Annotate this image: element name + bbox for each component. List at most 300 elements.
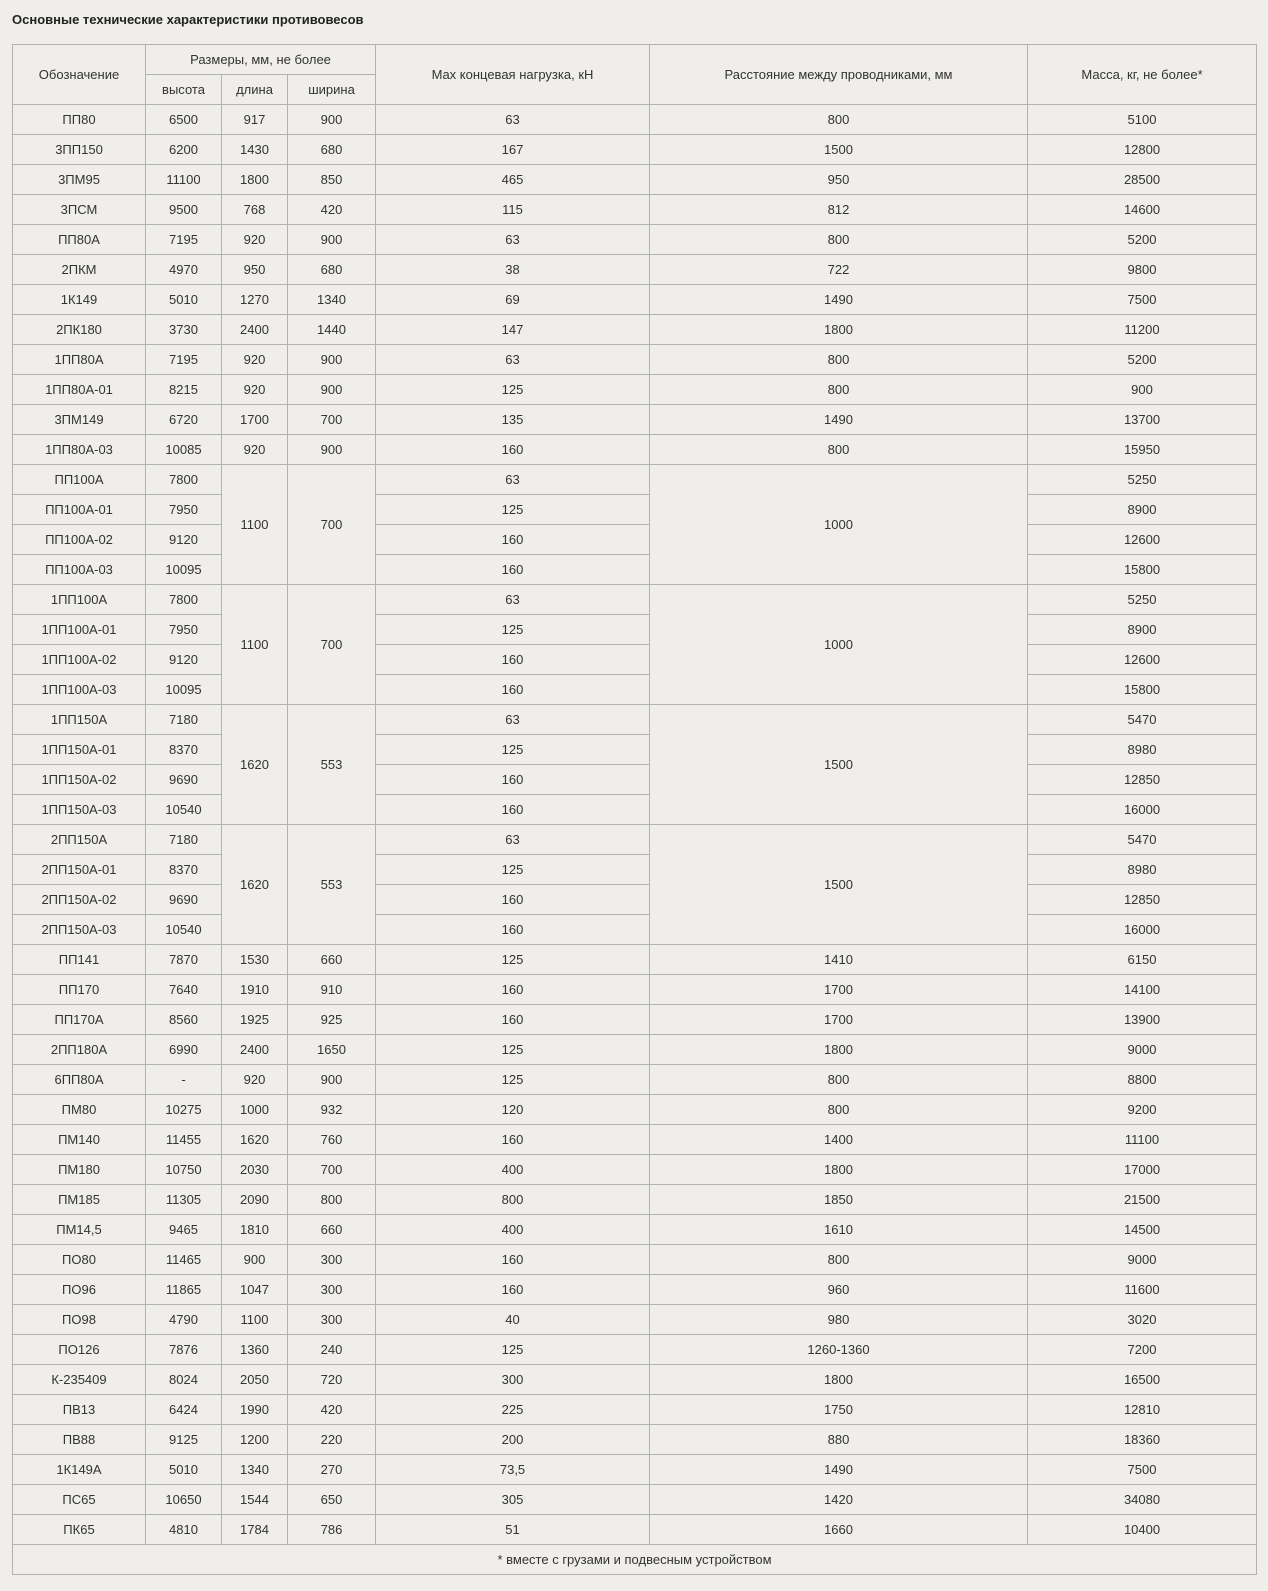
cell-mass: 9200	[1028, 1095, 1257, 1125]
cell-designation: ПМ180	[13, 1155, 146, 1185]
cell-width: 553	[288, 705, 376, 825]
cell-length: 1047	[222, 1275, 288, 1305]
cell-height: 11305	[146, 1185, 222, 1215]
cell-mass: 11600	[1028, 1275, 1257, 1305]
table-row	[13, 1095, 1257, 1125]
cell-height: 8215	[146, 375, 222, 405]
cell-mass: 8980	[1028, 855, 1257, 885]
cell-height: 5010	[146, 285, 222, 315]
cell-designation: ПО80	[13, 1245, 146, 1275]
cell-mass: 18360	[1028, 1425, 1257, 1455]
cell-designation: 1ПП100А	[13, 585, 146, 615]
cell-height: 7195	[146, 225, 222, 255]
cell-width: 760	[288, 1125, 376, 1155]
table-row	[13, 795, 1257, 825]
cell-length: 1100	[222, 585, 288, 705]
cell-mass: 5200	[1028, 345, 1257, 375]
cell-mass: 5470	[1028, 825, 1257, 855]
cell-height: 10275	[146, 1095, 222, 1125]
cell-mass: 12800	[1028, 135, 1257, 165]
cell-mass: 13700	[1028, 405, 1257, 435]
cell-height: 4790	[146, 1305, 222, 1335]
cell-distance: 800	[650, 375, 1028, 405]
cell-width: 1340	[288, 285, 376, 315]
cell-designation: ПО126	[13, 1335, 146, 1365]
cell-height: 4970	[146, 255, 222, 285]
cell-width: 700	[288, 405, 376, 435]
cell-max-load: 120	[376, 1095, 650, 1125]
cell-max-load: 125	[376, 735, 650, 765]
cell-distance: 1500	[650, 705, 1028, 825]
cell-height: 7800	[146, 585, 222, 615]
cell-designation: 1ПП100А-01	[13, 615, 146, 645]
cell-mass: 5250	[1028, 585, 1257, 615]
cell-width: 1440	[288, 315, 376, 345]
cell-designation: 1К149	[13, 285, 146, 315]
cell-max-load: 63	[376, 825, 650, 855]
cell-width: 700	[288, 585, 376, 705]
cell-designation: ПВ88	[13, 1425, 146, 1455]
cell-max-load: 125	[376, 1035, 650, 1065]
cell-mass: 8980	[1028, 735, 1257, 765]
cell-max-load: 115	[376, 195, 650, 225]
cell-mass: 11100	[1028, 1125, 1257, 1155]
cell-designation: ПП80А	[13, 225, 146, 255]
cell-max-load: 800	[376, 1185, 650, 1215]
cell-designation: ПП100А-01	[13, 495, 146, 525]
cell-max-load: 160	[376, 1245, 650, 1275]
cell-mass: 5100	[1028, 105, 1257, 135]
cell-width: 900	[288, 105, 376, 135]
cell-width: 910	[288, 975, 376, 1005]
cell-mass: 34080	[1028, 1485, 1257, 1515]
cell-max-load: 160	[376, 765, 650, 795]
cell-max-load: 160	[376, 975, 650, 1005]
cell-max-load: 38	[376, 255, 650, 285]
cell-height: 6720	[146, 405, 222, 435]
table-row	[13, 165, 1257, 195]
cell-designation: 1ПП100А-02	[13, 645, 146, 675]
cell-mass: 900	[1028, 375, 1257, 405]
header-dimensions: Размеры, мм, не более	[146, 45, 376, 75]
table-row	[13, 495, 1257, 525]
cell-mass: 15800	[1028, 555, 1257, 585]
cell-max-load: 63	[376, 465, 650, 495]
header-distance: Расстояние между проводниками, мм	[650, 45, 1028, 105]
cell-width: 700	[288, 465, 376, 585]
cell-distance: 1800	[650, 1155, 1028, 1185]
cell-max-load: 160	[376, 795, 650, 825]
cell-length: 2090	[222, 1185, 288, 1215]
cell-length: 1200	[222, 1425, 288, 1455]
table-row	[13, 1485, 1257, 1515]
cell-designation: 2ПП150А-01	[13, 855, 146, 885]
cell-mass: 9000	[1028, 1245, 1257, 1275]
cell-height: 10650	[146, 1485, 222, 1515]
cell-length: 768	[222, 195, 288, 225]
cell-distance: 800	[650, 225, 1028, 255]
cell-height: 7640	[146, 975, 222, 1005]
table-row	[13, 1035, 1257, 1065]
cell-designation: 1ПП80А-03	[13, 435, 146, 465]
table-row	[13, 1215, 1257, 1245]
cell-max-load: 63	[376, 105, 650, 135]
cell-length: 950	[222, 255, 288, 285]
table-row	[13, 375, 1257, 405]
cell-distance: 1850	[650, 1185, 1028, 1215]
cell-height: 8370	[146, 855, 222, 885]
table-row	[13, 645, 1257, 675]
cell-mass: 9000	[1028, 1035, 1257, 1065]
cell-mass: 7500	[1028, 1455, 1257, 1485]
cell-max-load: 147	[376, 315, 650, 345]
cell-height: 10540	[146, 795, 222, 825]
table-row	[13, 1305, 1257, 1335]
cell-distance: 800	[650, 1065, 1028, 1095]
cell-max-load: 160	[376, 1005, 650, 1035]
cell-width: 720	[288, 1365, 376, 1395]
cell-width: 220	[288, 1425, 376, 1455]
cell-distance: 1490	[650, 1455, 1028, 1485]
cell-mass: 5250	[1028, 465, 1257, 495]
cell-designation: ПП170А	[13, 1005, 146, 1035]
cell-distance: 1260-1360	[650, 1335, 1028, 1365]
cell-width: 660	[288, 1215, 376, 1245]
cell-length: 1270	[222, 285, 288, 315]
counterweights-table	[12, 44, 1257, 1575]
cell-length: 1800	[222, 165, 288, 195]
cell-max-load: 225	[376, 1395, 650, 1425]
cell-designation: 2ПП150А	[13, 825, 146, 855]
cell-max-load: 160	[376, 675, 650, 705]
cell-height: 7876	[146, 1335, 222, 1365]
cell-mass: 16000	[1028, 795, 1257, 825]
cell-length: 2400	[222, 1035, 288, 1065]
cell-designation: 1ПП150А-01	[13, 735, 146, 765]
cell-max-load: 160	[376, 645, 650, 675]
cell-height: 7870	[146, 945, 222, 975]
cell-designation: 1ПП80А	[13, 345, 146, 375]
cell-length: 1925	[222, 1005, 288, 1035]
cell-height: -	[146, 1065, 222, 1095]
cell-max-load: 125	[376, 855, 650, 885]
table-row	[13, 885, 1257, 915]
cell-designation: 3ПМ95	[13, 165, 146, 195]
cell-height: 7800	[146, 465, 222, 495]
cell-designation: 1ПП150А-02	[13, 765, 146, 795]
cell-mass: 8900	[1028, 495, 1257, 525]
cell-distance: 800	[650, 105, 1028, 135]
cell-distance: 800	[650, 345, 1028, 375]
cell-length: 1544	[222, 1485, 288, 1515]
cell-height: 3730	[146, 315, 222, 345]
cell-length: 920	[222, 225, 288, 255]
cell-height: 11465	[146, 1245, 222, 1275]
cell-length: 2050	[222, 1365, 288, 1395]
cell-distance: 1500	[650, 135, 1028, 165]
cell-designation: 1ПП80А-01	[13, 375, 146, 405]
cell-max-load: 167	[376, 135, 650, 165]
cell-distance: 800	[650, 1245, 1028, 1275]
cell-mass: 14500	[1028, 1215, 1257, 1245]
table-row	[13, 105, 1257, 135]
header-mass: Масса, кг, не более*	[1028, 45, 1257, 105]
table-row	[13, 255, 1257, 285]
table-row	[13, 975, 1257, 1005]
cell-distance: 1000	[650, 465, 1028, 585]
cell-width: 420	[288, 195, 376, 225]
cell-height: 6200	[146, 135, 222, 165]
cell-length: 1784	[222, 1515, 288, 1545]
cell-max-load: 400	[376, 1155, 650, 1185]
cell-max-load: 40	[376, 1305, 650, 1335]
cell-length: 920	[222, 435, 288, 465]
cell-designation: ПП141	[13, 945, 146, 975]
cell-width: 660	[288, 945, 376, 975]
cell-length: 1810	[222, 1215, 288, 1245]
cell-height: 7180	[146, 825, 222, 855]
cell-width: 650	[288, 1485, 376, 1515]
cell-width: 300	[288, 1305, 376, 1335]
table-row	[13, 1065, 1257, 1095]
cell-designation: ПМ80	[13, 1095, 146, 1125]
cell-width: 240	[288, 1335, 376, 1365]
table-row	[13, 1125, 1257, 1155]
cell-designation: ПМ140	[13, 1125, 146, 1155]
cell-height: 8024	[146, 1365, 222, 1395]
cell-designation: ПМ185	[13, 1185, 146, 1215]
header-length: длина	[222, 75, 288, 105]
cell-length: 1990	[222, 1395, 288, 1425]
cell-mass: 6150	[1028, 945, 1257, 975]
cell-mass: 16000	[1028, 915, 1257, 945]
cell-height: 9120	[146, 525, 222, 555]
table-row	[13, 405, 1257, 435]
cell-distance: 800	[650, 435, 1028, 465]
table-row	[13, 705, 1257, 735]
cell-mass: 3020	[1028, 1305, 1257, 1335]
cell-width: 420	[288, 1395, 376, 1425]
cell-height: 10750	[146, 1155, 222, 1185]
cell-width: 900	[288, 225, 376, 255]
cell-height: 7950	[146, 495, 222, 525]
cell-distance: 1000	[650, 585, 1028, 705]
cell-mass: 9800	[1028, 255, 1257, 285]
cell-height: 11455	[146, 1125, 222, 1155]
cell-mass: 11200	[1028, 315, 1257, 345]
table-row	[13, 525, 1257, 555]
table-row	[13, 555, 1257, 585]
cell-max-load: 305	[376, 1485, 650, 1515]
cell-height: 9120	[146, 645, 222, 675]
cell-max-load: 63	[376, 225, 650, 255]
cell-mass: 12850	[1028, 885, 1257, 915]
cell-length: 920	[222, 375, 288, 405]
table-row	[13, 915, 1257, 945]
cell-mass: 16500	[1028, 1365, 1257, 1395]
cell-mass: 10400	[1028, 1515, 1257, 1545]
table-row	[13, 855, 1257, 885]
cell-height: 7950	[146, 615, 222, 645]
cell-height: 10085	[146, 435, 222, 465]
table-row	[13, 435, 1257, 465]
cell-distance: 722	[650, 255, 1028, 285]
cell-height: 5010	[146, 1455, 222, 1485]
cell-max-load: 160	[376, 435, 650, 465]
cell-distance: 1700	[650, 975, 1028, 1005]
cell-designation: ПМ14,5	[13, 1215, 146, 1245]
cell-length: 1620	[222, 705, 288, 825]
cell-width: 900	[288, 435, 376, 465]
table-row	[13, 675, 1257, 705]
cell-length: 1340	[222, 1455, 288, 1485]
cell-height: 6424	[146, 1395, 222, 1425]
header-width: ширина	[288, 75, 376, 105]
cell-mass: 7500	[1028, 285, 1257, 315]
cell-mass: 12850	[1028, 765, 1257, 795]
table-body	[13, 105, 1257, 1545]
cell-max-load: 465	[376, 165, 650, 195]
cell-mass: 13900	[1028, 1005, 1257, 1035]
cell-designation: 1ПП100А-03	[13, 675, 146, 705]
cell-distance: 880	[650, 1425, 1028, 1455]
table-row	[13, 1275, 1257, 1305]
cell-mass: 14100	[1028, 975, 1257, 1005]
table-row	[13, 315, 1257, 345]
cell-height: 9465	[146, 1215, 222, 1245]
cell-width: 553	[288, 825, 376, 945]
cell-designation: ПП100А	[13, 465, 146, 495]
cell-designation: 2ПП150А-02	[13, 885, 146, 915]
cell-distance: 1800	[650, 1365, 1028, 1395]
cell-designation: 3ПМ149	[13, 405, 146, 435]
cell-length: 1000	[222, 1095, 288, 1125]
cell-distance: 1400	[650, 1125, 1028, 1155]
cell-designation: 3ПСМ	[13, 195, 146, 225]
table-row	[13, 765, 1257, 795]
cell-width: 900	[288, 375, 376, 405]
table-row	[13, 1185, 1257, 1215]
cell-mass: 14600	[1028, 195, 1257, 225]
cell-designation: ПП170	[13, 975, 146, 1005]
cell-length: 1100	[222, 465, 288, 585]
cell-max-load: 160	[376, 1275, 650, 1305]
cell-mass: 7200	[1028, 1335, 1257, 1365]
header-height: высота	[146, 75, 222, 105]
cell-width: 900	[288, 345, 376, 375]
cell-height: 4810	[146, 1515, 222, 1545]
cell-length: 1700	[222, 405, 288, 435]
footnote: * вместе с грузами и подвесным устройством	[13, 1545, 1257, 1575]
cell-width: 700	[288, 1155, 376, 1185]
table-row	[13, 1515, 1257, 1545]
table-row	[13, 345, 1257, 375]
cell-height: 10095	[146, 555, 222, 585]
table-row	[13, 195, 1257, 225]
cell-length: 920	[222, 1065, 288, 1095]
table-row	[13, 1335, 1257, 1365]
cell-width: 300	[288, 1245, 376, 1275]
cell-mass: 28500	[1028, 165, 1257, 195]
cell-mass: 8800	[1028, 1065, 1257, 1095]
cell-length: 1360	[222, 1335, 288, 1365]
cell-max-load: 135	[376, 405, 650, 435]
cell-length: 917	[222, 105, 288, 135]
cell-distance: 1500	[650, 825, 1028, 945]
cell-width: 800	[288, 1185, 376, 1215]
table-row	[13, 1455, 1257, 1485]
cell-max-load: 160	[376, 915, 650, 945]
cell-mass: 12600	[1028, 525, 1257, 555]
cell-length: 1430	[222, 135, 288, 165]
cell-length: 1620	[222, 1125, 288, 1155]
cell-designation: 1К149А	[13, 1455, 146, 1485]
cell-width: 932	[288, 1095, 376, 1125]
cell-designation: 6ПП80А	[13, 1065, 146, 1095]
cell-designation: К-235409	[13, 1365, 146, 1395]
table-row	[13, 465, 1257, 495]
cell-distance: 1490	[650, 405, 1028, 435]
cell-width: 925	[288, 1005, 376, 1035]
cell-height: 10095	[146, 675, 222, 705]
cell-distance: 1700	[650, 1005, 1028, 1035]
cell-length: 2030	[222, 1155, 288, 1185]
cell-mass: 15950	[1028, 435, 1257, 465]
cell-width: 270	[288, 1455, 376, 1485]
cell-max-load: 160	[376, 525, 650, 555]
cell-distance: 1800	[650, 1035, 1028, 1065]
cell-width: 850	[288, 165, 376, 195]
cell-length: 1100	[222, 1305, 288, 1335]
cell-distance: 950	[650, 165, 1028, 195]
cell-max-load: 125	[376, 945, 650, 975]
cell-max-load: 160	[376, 555, 650, 585]
cell-distance: 1490	[650, 285, 1028, 315]
table-row	[13, 945, 1257, 975]
cell-distance: 1660	[650, 1515, 1028, 1545]
cell-designation: ПС65	[13, 1485, 146, 1515]
cell-height: 7195	[146, 345, 222, 375]
header-designation: Обозначение	[13, 45, 146, 105]
table-row	[13, 1395, 1257, 1425]
cell-width: 786	[288, 1515, 376, 1545]
page-title: Основные технические характеристики противовесов	[12, 12, 364, 27]
cell-mass: 5470	[1028, 705, 1257, 735]
cell-mass: 15800	[1028, 675, 1257, 705]
cell-length: 2400	[222, 315, 288, 345]
cell-designation: ПП80	[13, 105, 146, 135]
cell-height: 8560	[146, 1005, 222, 1035]
cell-width: 1650	[288, 1035, 376, 1065]
cell-length: 1620	[222, 825, 288, 945]
cell-width: 680	[288, 255, 376, 285]
cell-mass: 17000	[1028, 1155, 1257, 1185]
table-row	[13, 585, 1257, 615]
cell-length: 1530	[222, 945, 288, 975]
cell-distance: 960	[650, 1275, 1028, 1305]
cell-height: 9125	[146, 1425, 222, 1455]
cell-distance: 980	[650, 1305, 1028, 1335]
cell-max-load: 51	[376, 1515, 650, 1545]
cell-height: 9690	[146, 885, 222, 915]
table-row	[13, 1005, 1257, 1035]
cell-designation: ПО98	[13, 1305, 146, 1335]
cell-length: 1910	[222, 975, 288, 1005]
cell-length: 900	[222, 1245, 288, 1275]
cell-width: 680	[288, 135, 376, 165]
cell-height: 7180	[146, 705, 222, 735]
header-max-load: Max концевая нагрузка, кН	[376, 45, 650, 105]
